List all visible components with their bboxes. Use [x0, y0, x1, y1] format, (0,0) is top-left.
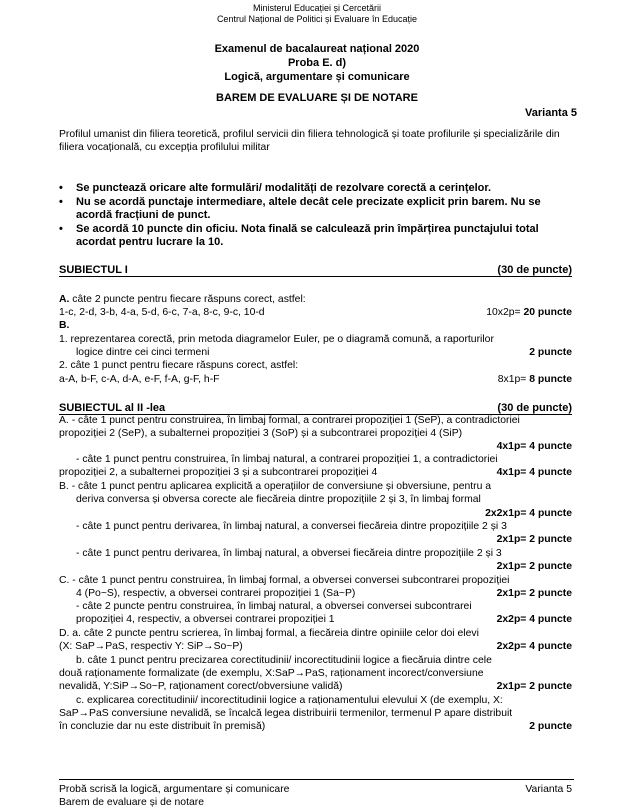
subject-1-points: (30 de puncte) [497, 264, 572, 276]
s1-a-line [59, 294, 306, 306]
footer-left-2: Barem de evaluare și de notare [59, 797, 204, 808]
subject-2-points: (30 de puncte) [497, 402, 572, 414]
s2-score: 2x1p= 2 puncte [496, 681, 572, 692]
s1-a-score [486, 307, 572, 319]
exam-subject: Logică, argumentare și comunicare [224, 71, 410, 83]
s1-b1-score: 2 puncte [529, 347, 572, 358]
s2-line: A. - câte 1 punct pentru construirea, în limbaj formal, a contrarei propoziției 1 (SeP), a contradictoriei [59, 415, 520, 426]
s2-line: c. explicarea corectitudinii/ incorectitudinii logice a raționamentului elevului X (de exemplu, X: [76, 695, 503, 706]
s2-line: două raționamente formalizate (de exemplu, X:SaP→PaS, raționament incorect/conversiune [59, 668, 484, 679]
s1-b-label: B. [59, 320, 70, 331]
profile-line-1: Profilul umanist din filiera teoretică, profilul servicii din filiera tehnologică și toate profilurile și specializările din [59, 129, 560, 140]
s2-line: în concluzie dar nu este distribuit în premisă) [59, 721, 266, 732]
exam-proba: Proba E. d) [287, 57, 347, 69]
s1-b2-answers: a-A, b-F, c-A, d-A, e-F, f-A, g-F, h-F [59, 374, 220, 385]
s2-score: 2 puncte [529, 721, 572, 732]
center-name: Centrul Național de Politici și Evaluare în Educație [216, 14, 418, 24]
rule-3-line-1: Se acordă 10 puncte din oficiu. Nota finală se calculează prin împărțirea punctajului total [76, 223, 539, 235]
rule-3-line-2: acordat pentru lucrare la 10. [76, 236, 224, 248]
s2-line: D. a. câte 2 puncte pentru scrierea, în limbaj formal, a fiecăreia dintre opiniile celor doi elevi [59, 628, 479, 639]
s2-line: b. câte 1 punct pentru precizarea corectitudinii/ incorectitudinii logice a fiecăruia dintre cele [76, 655, 492, 666]
s2-line: propoziției 2, a subalternei propoziției 3 și a subcontrarei propoziției 4 [59, 467, 378, 478]
s1-a-answers: 1-c, 2-d, 3-b, 4-a, 5-d, 6-c, 7-a, 8-c, 9-c, 10-d [59, 307, 265, 318]
s2-score: 2x1p= 2 puncte [496, 588, 572, 599]
s2-score: 2x1p= 2 puncte [496, 561, 572, 572]
s1-a-label: A. [59, 294, 70, 305]
subject-1-underline [59, 276, 572, 277]
s2-line: nevalidă, Y:SiP→So~P, raționament corect/obversiune validă) [59, 681, 343, 692]
rule-1: Se punctează oricare alte formulări/ modalități de rezolvare corectă a cerințelor. [76, 182, 492, 194]
footer-variant: Varianta 5 [525, 784, 572, 795]
s2-score: 2x2x1p= 4 puncte [485, 508, 572, 519]
s2-line: B. - câte 1 punct pentru aplicarea explicită a operațiilor de conversiune și obversiune, pentru a [59, 481, 492, 492]
s2-line: 4 (Po~S), respectiv, a obversei contrarei propoziției 1 (Sa~P) [76, 588, 356, 599]
s1-a-score-total: 20 puncte [523, 307, 572, 318]
profile-line-2: filiera vocațională, cu excepția profilului militar [59, 142, 270, 153]
s2-line: - câte 2 puncte pentru construirea, în limbaj natural, a obversei conversei subcontrarei [76, 601, 472, 612]
s2-score: 2x1p= 2 puncte [496, 534, 572, 545]
s2-score: 4x1p= 4 puncte [496, 467, 572, 478]
s2-score: 4x1p= 4 puncte [496, 441, 572, 452]
s2-line: SaP→PaS conversiune nevalidă, se încalcă legea distribuirii termenilor, termenul P apare distribuit [59, 708, 513, 719]
ministry-name: Ministerul Educației și Cercetării [252, 3, 382, 13]
s2-line: (X: SaP→PaS, respectiv Y: SiP→So~P) [59, 641, 243, 652]
s1-b2-line-1: 2. câte 1 punct pentru fiecare răspuns corect, astfel: [59, 360, 299, 371]
s2-line: deriva conversa și obversa corecte ale fiecăreia dintre propozițiile 2 și 3, în limbaj formal [76, 494, 481, 505]
rule-2-line-1: Nu se acordă punctaje intermediare, altele decât cele precizate explicit prin barem. Nu se [76, 196, 541, 208]
rule-2-line-2: acordă fracțiuni de punct. [76, 209, 211, 221]
s1-a-score-calc: 10x2p= [486, 307, 524, 318]
s1-b1-line-2: logice dintre cei cinci termeni [76, 347, 210, 358]
s1-b2-score [498, 374, 572, 386]
s1-a-text: câte 2 puncte pentru fiecare răspuns corect, astfel: [69, 294, 306, 305]
footer-left-1: Probă scrisă la logică, argumentare și comunicare [59, 784, 290, 795]
s1-b2-score-calc: 8x1p= [497, 374, 530, 385]
s2-line: propoziției 4, respectiv, a obversei contrarei propoziției 1 [76, 614, 335, 625]
bullet: • [59, 196, 63, 208]
variant-label: Varianta 5 [525, 107, 577, 119]
s2-line: - câte 1 punct pentru derivarea, în limbaj natural, a obversei fiecăreia dintre propozițiile 2 și 3 [76, 548, 502, 559]
bullet: • [59, 223, 63, 235]
s2-score: 2x2p= 4 puncte [496, 614, 572, 625]
footer-rule [59, 779, 574, 780]
s1-b2-score-total: 8 puncte [529, 374, 572, 385]
s2-line: - câte 1 punct pentru construirea, în limbaj natural, a contrarei propoziției 1, a contradictoriei [76, 454, 498, 465]
s2-line: propoziției 2 (SeP), a subalternei propoziției 3 (SoP) și a subcontrarei propoziției 4 (SiP) [59, 428, 463, 439]
s2-line: C. - câte 1 punct pentru construirea, în limbaj formal, a obversei conversei subcontrarei propoziției [59, 575, 510, 586]
s1-b1-line-1: 1. reprezentarea corectă, prin metoda diagramelor Euler, pe o diagramă comună, a raporturilor [59, 334, 494, 345]
subject-2-title: SUBIECTUL al II -lea [59, 402, 166, 414]
bullet: • [59, 182, 63, 194]
s2-score: 2x2p= 4 puncte [496, 641, 572, 652]
exam-title: Examenul de bacalaureat național 2020 [214, 43, 420, 55]
s2-line: - câte 1 punct pentru derivarea, în limbaj natural, a conversei fiecăreia dintre propozițiile 2 și 3 [76, 521, 507, 532]
subject-1-title: SUBIECTUL I [59, 264, 128, 276]
barem-title: BAREM DE EVALUARE ȘI DE NOTARE [216, 92, 418, 104]
